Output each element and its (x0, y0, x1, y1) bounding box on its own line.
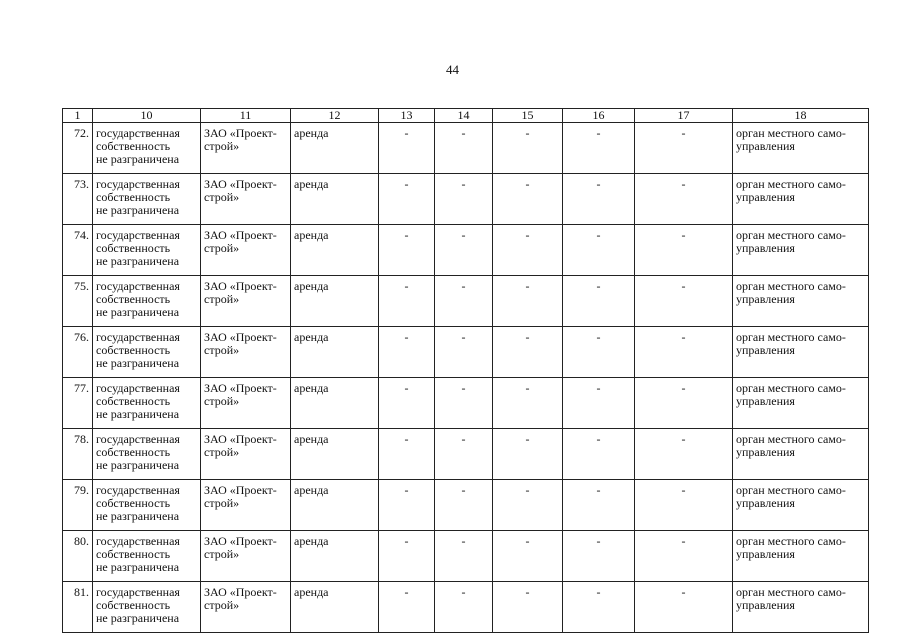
col-17-cell: - (635, 225, 733, 276)
right-type-cell: аренда (291, 429, 379, 480)
table-row (63, 429, 869, 480)
table-row (63, 531, 869, 582)
right-type-cell: аренда (291, 378, 379, 429)
registry-table (62, 108, 869, 633)
col-13-cell: - (379, 429, 435, 480)
right-type-cell: аренда (291, 531, 379, 582)
col-15-cell: - (493, 378, 563, 429)
col-15-cell: - (493, 327, 563, 378)
ownership-cell: государственная собственность не разграничена (93, 276, 201, 327)
row-number: 78. (63, 429, 93, 480)
col-14-cell: - (435, 327, 493, 378)
col-16-cell: - (563, 429, 635, 480)
col-16-cell: - (563, 480, 635, 531)
ownership-cell: государственная собственность не разграничена (93, 225, 201, 276)
col-17-cell: - (635, 582, 733, 633)
right-type-cell: аренда (291, 480, 379, 531)
authority-cell: орган местного само- управления (733, 378, 869, 429)
col-13-cell: - (379, 123, 435, 174)
right-type-cell: аренда (291, 123, 379, 174)
col-17-cell: - (635, 378, 733, 429)
table-row (63, 378, 869, 429)
row-number: 73. (63, 174, 93, 225)
col-15-cell: - (493, 276, 563, 327)
col-17-cell: - (635, 123, 733, 174)
table-row (63, 123, 869, 174)
column-header: 1 (63, 109, 93, 123)
ownership-cell: государственная собственность не разграничена (93, 174, 201, 225)
col-14-cell: - (435, 582, 493, 633)
authority-cell: орган местного само- управления (733, 531, 869, 582)
col-13-cell: - (379, 327, 435, 378)
holder-cell: ЗАО «Проект- строй» (201, 531, 291, 582)
row-number: 74. (63, 225, 93, 276)
col-17-cell: - (635, 480, 733, 531)
col-15-cell: - (493, 531, 563, 582)
row-number: 72. (63, 123, 93, 174)
ownership-cell: государственная собственность не разграничена (93, 123, 201, 174)
column-header: 12 (291, 109, 379, 123)
authority-cell: орган местного само- управления (733, 276, 869, 327)
authority-cell: орган местного само- управления (733, 582, 869, 633)
col-17-cell: - (635, 174, 733, 225)
col-14-cell: - (435, 225, 493, 276)
col-13-cell: - (379, 378, 435, 429)
row-number: 81. (63, 582, 93, 633)
col-16-cell: - (563, 225, 635, 276)
col-17-cell: - (635, 531, 733, 582)
column-header: 17 (635, 109, 733, 123)
holder-cell: ЗАО «Проект- строй» (201, 429, 291, 480)
column-header: 14 (435, 109, 493, 123)
table-row (63, 174, 869, 225)
col-14-cell: - (435, 174, 493, 225)
holder-cell: ЗАО «Проект- строй» (201, 225, 291, 276)
holder-cell: ЗАО «Проект- строй» (201, 123, 291, 174)
table-row (63, 480, 869, 531)
col-14-cell: - (435, 531, 493, 582)
authority-cell: орган местного само- управления (733, 174, 869, 225)
ownership-cell: государственная собственность не разграничена (93, 429, 201, 480)
table-row (63, 225, 869, 276)
ownership-cell: государственная собственность не разграничена (93, 378, 201, 429)
row-number: 75. (63, 276, 93, 327)
ownership-cell: государственная собственность не разграничена (93, 531, 201, 582)
right-type-cell: аренда (291, 225, 379, 276)
col-17-cell: - (635, 327, 733, 378)
right-type-cell: аренда (291, 327, 379, 378)
col-14-cell: - (435, 429, 493, 480)
col-14-cell: - (435, 378, 493, 429)
col-16-cell: - (563, 327, 635, 378)
col-15-cell: - (493, 582, 563, 633)
column-header: 16 (563, 109, 635, 123)
table-row (63, 582, 869, 633)
col-16-cell: - (563, 276, 635, 327)
holder-cell: ЗАО «Проект- строй» (201, 327, 291, 378)
authority-cell: орган местного само- управления (733, 123, 869, 174)
ownership-cell: государственная собственность не разграничена (93, 480, 201, 531)
col-13-cell: - (379, 276, 435, 327)
col-16-cell: - (563, 123, 635, 174)
col-15-cell: - (493, 480, 563, 531)
header-row (63, 109, 869, 123)
column-header: 15 (493, 109, 563, 123)
ownership-cell: государственная собственность не разграничена (93, 327, 201, 378)
row-number: 79. (63, 480, 93, 531)
col-15-cell: - (493, 225, 563, 276)
col-17-cell: - (635, 276, 733, 327)
authority-cell: орган местного само- управления (733, 225, 869, 276)
authority-cell: орган местного само- управления (733, 480, 869, 531)
holder-cell: ЗАО «Проект- строй» (201, 378, 291, 429)
authority-cell: орган местного само- управления (733, 327, 869, 378)
col-13-cell: - (379, 531, 435, 582)
right-type-cell: аренда (291, 174, 379, 225)
holder-cell: ЗАО «Проект- строй» (201, 582, 291, 633)
right-type-cell: аренда (291, 582, 379, 633)
col-14-cell: - (435, 123, 493, 174)
col-13-cell: - (379, 225, 435, 276)
col-15-cell: - (493, 429, 563, 480)
ownership-cell: государственная собственность не разграничена (93, 582, 201, 633)
col-16-cell: - (563, 174, 635, 225)
column-header: 18 (733, 109, 869, 123)
column-header: 11 (201, 109, 291, 123)
row-number: 80. (63, 531, 93, 582)
right-type-cell: аренда (291, 276, 379, 327)
page-number: 44 (446, 62, 459, 77)
col-14-cell: - (435, 480, 493, 531)
holder-cell: ЗАО «Проект- строй» (201, 480, 291, 531)
holder-cell: ЗАО «Проект- строй» (201, 174, 291, 225)
row-number: 77. (63, 378, 93, 429)
col-13-cell: - (379, 174, 435, 225)
col-17-cell: - (635, 429, 733, 480)
column-header: 10 (93, 109, 201, 123)
col-13-cell: - (379, 582, 435, 633)
col-16-cell: - (563, 531, 635, 582)
col-15-cell: - (493, 123, 563, 174)
table-row (63, 327, 869, 378)
column-header: 13 (379, 109, 435, 123)
table-row (63, 276, 869, 327)
col-15-cell: - (493, 174, 563, 225)
row-number: 76. (63, 327, 93, 378)
holder-cell: ЗАО «Проект- строй» (201, 276, 291, 327)
authority-cell: орган местного само- управления (733, 429, 869, 480)
col-16-cell: - (563, 378, 635, 429)
col-14-cell: - (435, 276, 493, 327)
col-13-cell: - (379, 480, 435, 531)
col-16-cell: - (563, 582, 635, 633)
